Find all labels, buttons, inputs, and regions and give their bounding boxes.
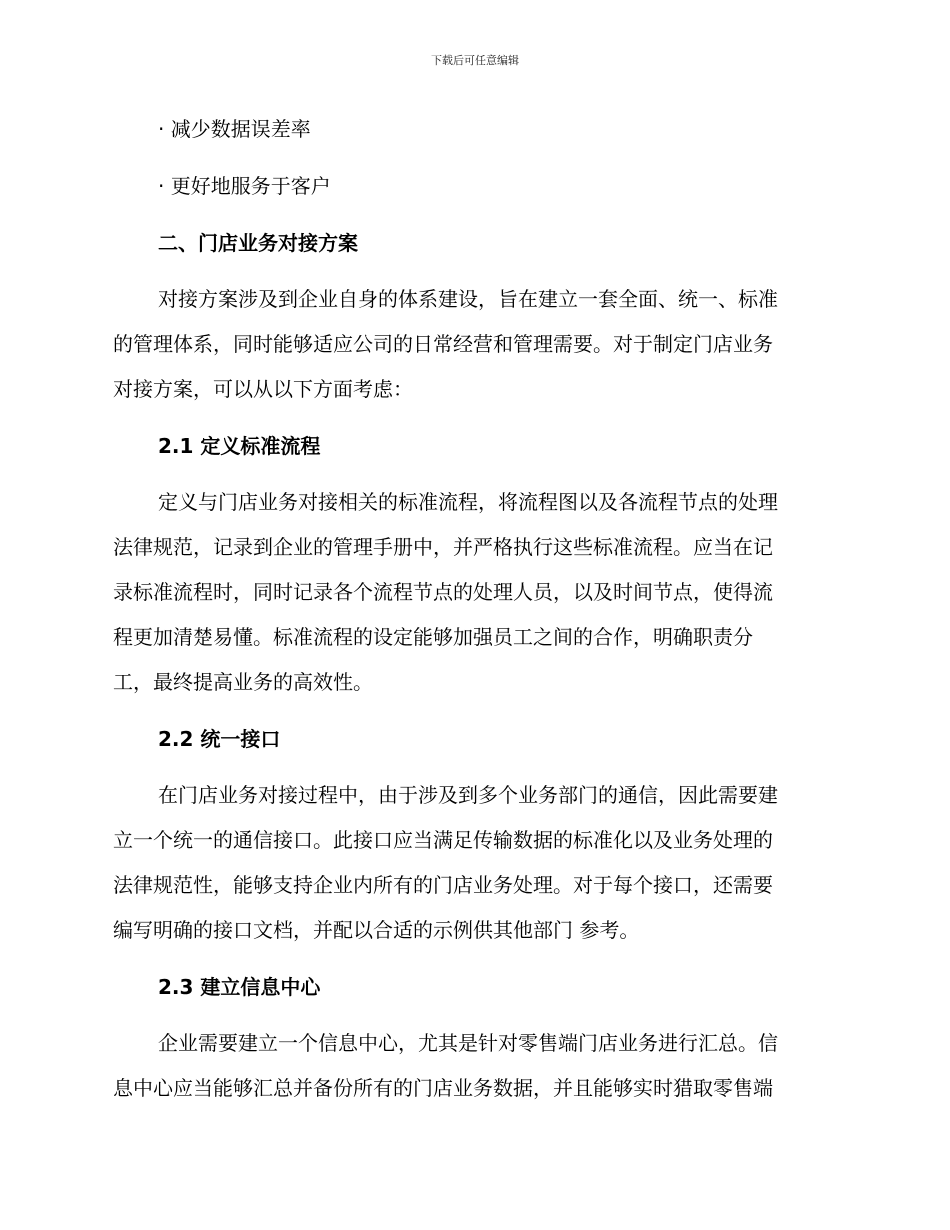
subsection-heading: 2.1 定义标准流程 [158, 434, 321, 458]
paragraph: 在门店业务对接过程中，由于涉及到多个业务部门的通信，因此需要建 立一个统一的通信接口。此接口应当满足传输数据的标准化以及业务处理的 法律规范性，能够支持企业内所有的门店业务处理。对于每个接口，还需要 编写明确的接口文档，并配以合适的示例供其他部门 参考。 [113, 783, 778, 942]
section-heading: 二、门店业务对接方案 [158, 231, 358, 255]
paragraph: 企业需要建立一个信息中心，尤其是针对零售端门店业务进行汇总。信 息中心应当能够汇总并备份所有的门店业务数据，并且能够实时猎取零售端 [113, 1031, 778, 1100]
document-body [113, 106, 835, 1122]
paragraph: 定义与门店业务对接相关的标准流程，将流程图以及各流程节点的处理 法律规范，记录到企业的管理手册中，并严格执行这些标准流程。应当在记 录标准流程时，同时记录各个流程节点的处理人员，以及时间节点，使得流 程更加清楚易懂。标准流程的设定能够加强员工之间的合作，明确职责分 工，最终提高业务的高效性。 [113, 490, 778, 694]
page-header: 下载后可任意编辑 [431, 54, 519, 67]
paragraph: 对接方案涉及到企业自身的体系建设，旨在建立一套全面、统一、标准 的管理体系，同时能够适应公司的日常经营和管理需要。对于制定门店业务 对接方案，可以从以下方面考虑： [113, 287, 778, 401]
bullet-item: · 更好地服务于客户 [158, 174, 331, 198]
subsection-heading: 2.3 建立信息中心 [158, 975, 321, 999]
bullet-item: · 减少数据误差率 [158, 117, 311, 141]
subsection-heading: 2.2 统一接口 [158, 727, 281, 751]
